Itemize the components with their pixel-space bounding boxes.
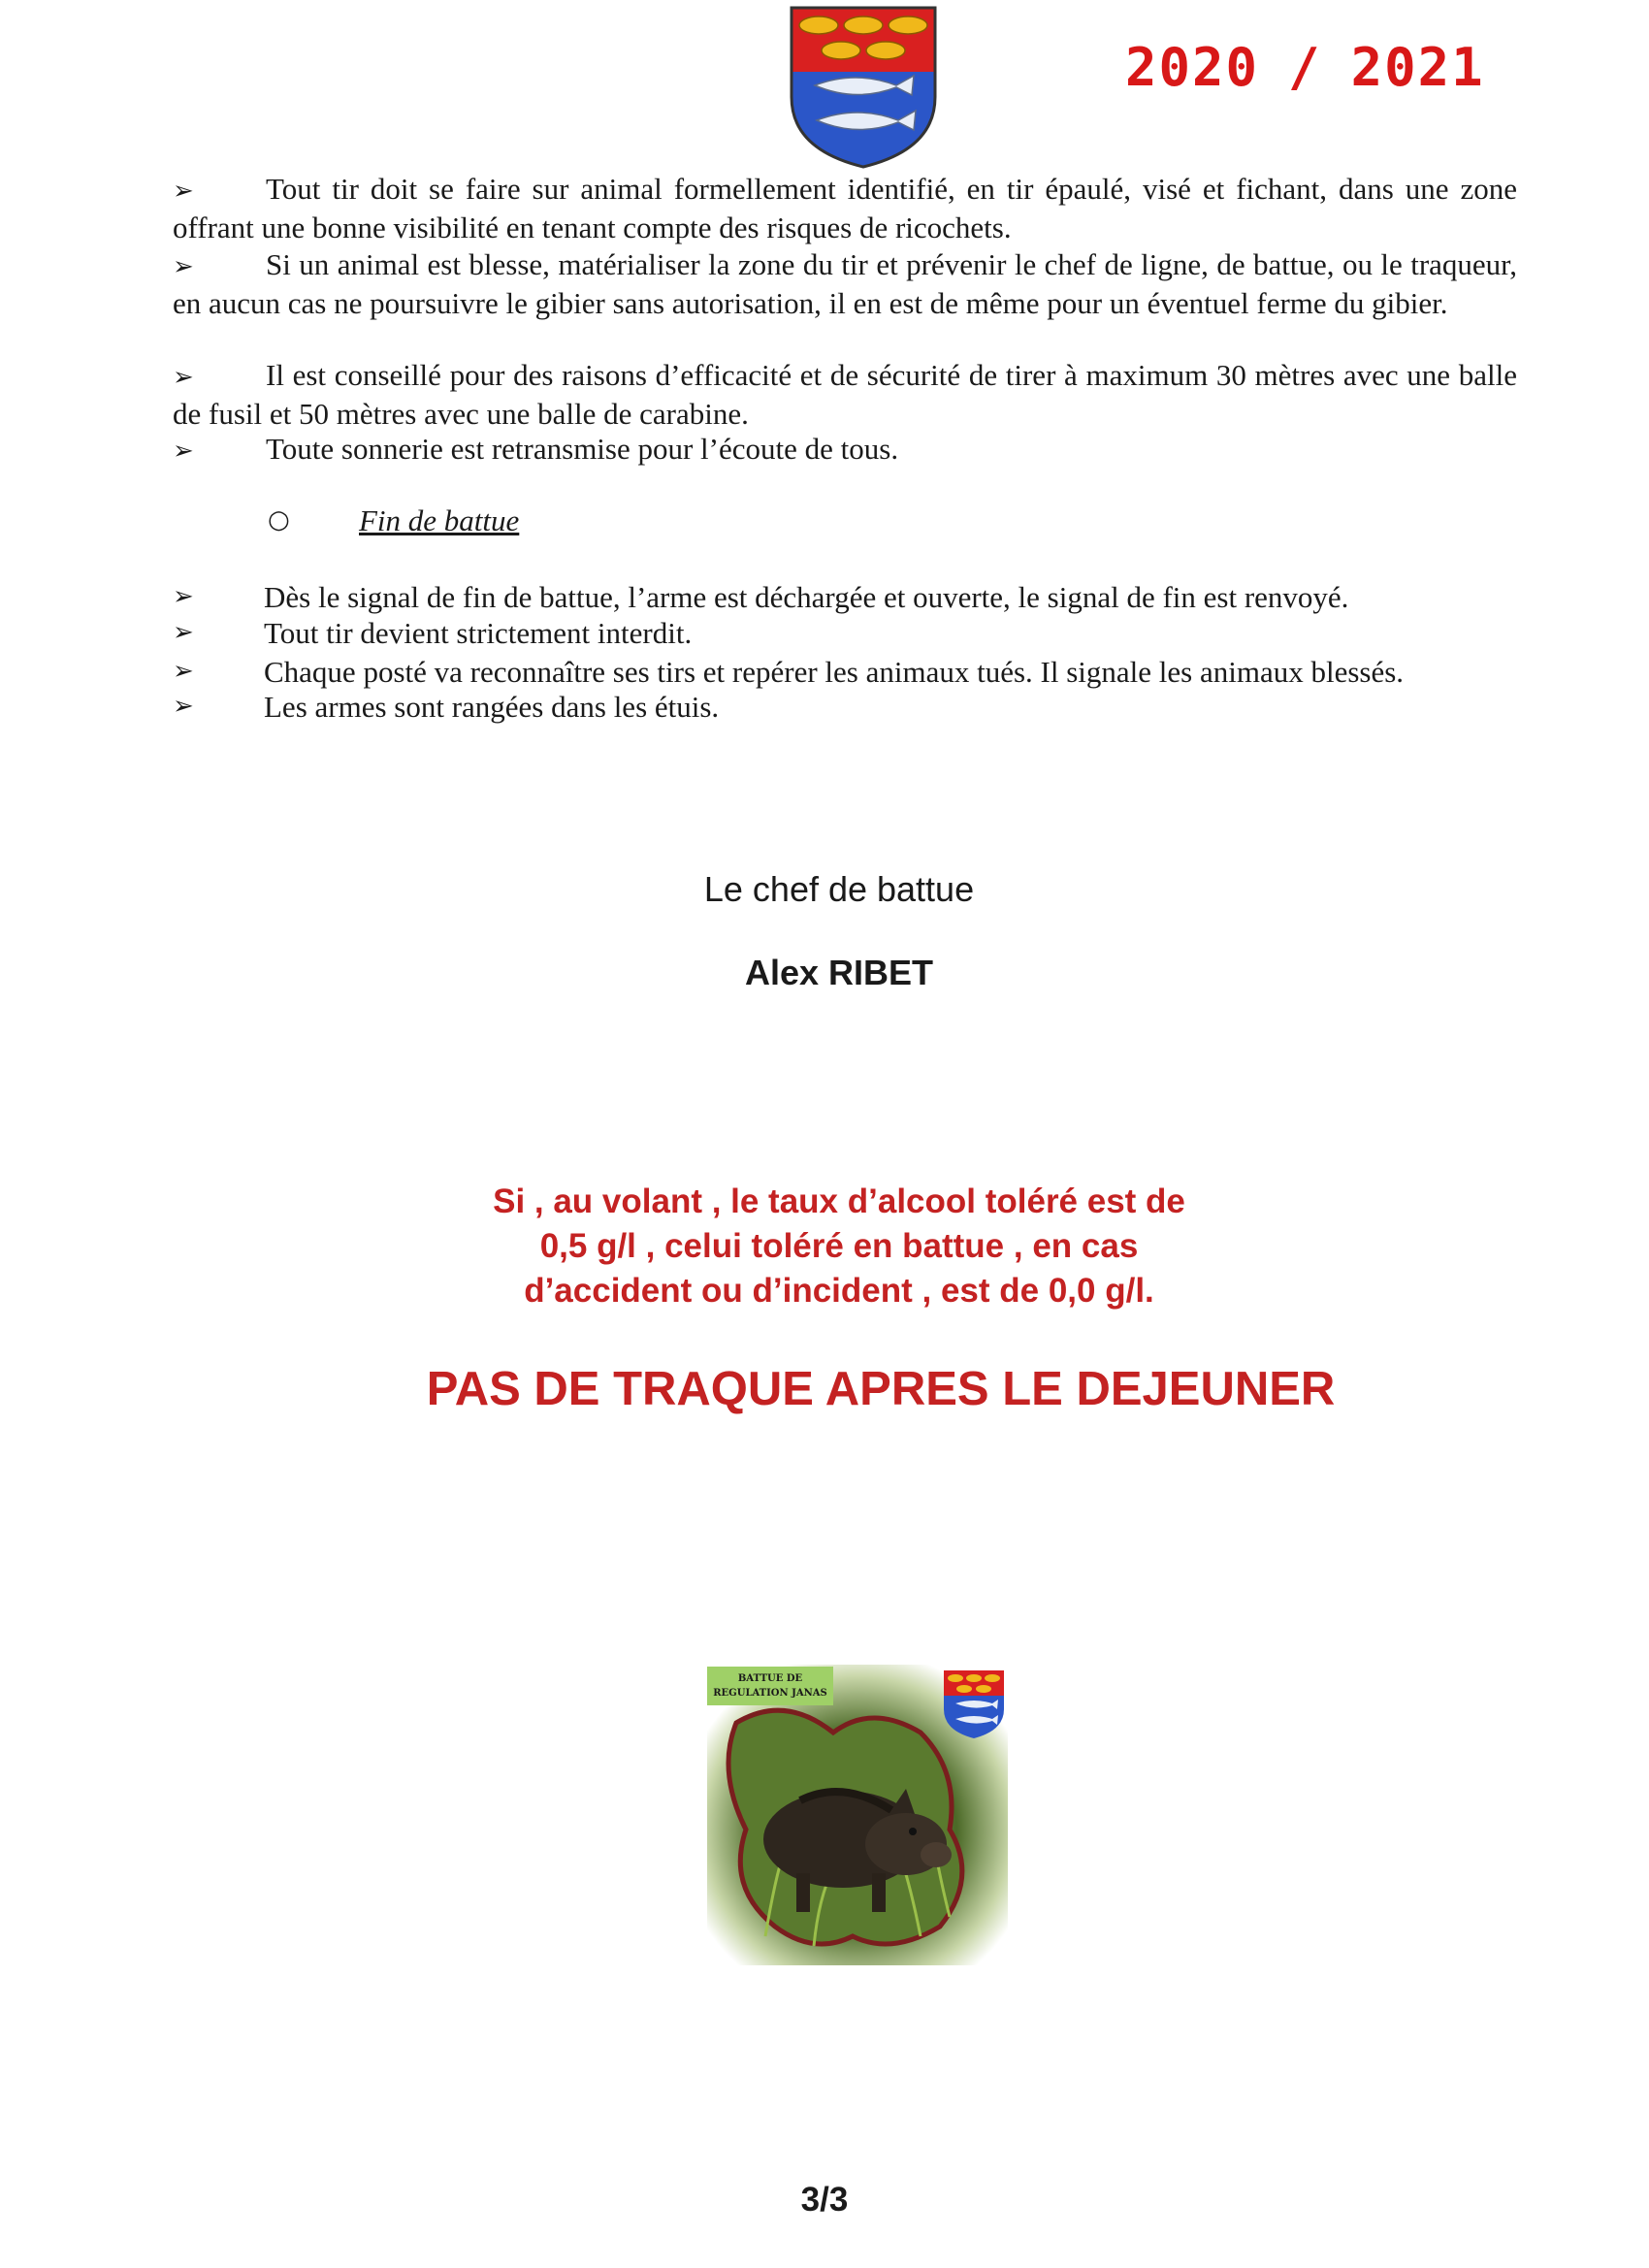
season-label: [1125, 37, 1485, 98]
arrow-bullet-icon: ➢: [173, 618, 194, 647]
season-end: 2021: [1350, 37, 1485, 98]
list-item-text: Chaque posté va reconnaître ses tirs et repérer les animaux tués. Il signale les animaux blessés.: [264, 655, 1405, 689]
page-number: 3/3: [800, 2181, 849, 2219]
no-hunt-after-lunch-banner: PAS DE TRAQUE APRES LE DEJEUNER: [426, 1363, 1336, 1415]
coat-of-arms-icon: [788, 4, 939, 171]
alcohol-warning: [0, 1180, 1649, 1313]
rule-text: Tout tir doit se faire sur animal formellement identifié, en tir épaulé, visé et fichant, dans une zone offrant une bonne visibilité en tenant compte des risques de ricochets.: [173, 172, 1517, 244]
rule-text: Il est conseillé pour des raisons d’efficacité et de sécurité de tirer à maximum 30 mètres avec une balle de fusil et 50 mètres avec une balle de carabine.: [173, 358, 1517, 431]
season-separator: /: [1288, 37, 1322, 98]
arrow-bullet-icon: ➢: [173, 252, 194, 281]
circle-bullet-icon: ○: [268, 505, 290, 535]
season-start: 2020: [1125, 37, 1260, 98]
signature-name: Alex RIBET: [744, 953, 934, 992]
rule-text: Toute sonnerie est retransmise pour l’écoute de tous.: [266, 432, 899, 466]
list-item-text: Dès le signal de fin de battue, l’arme est déchargée et ouverte, le signal de fin est renvoyé.: [264, 580, 1349, 614]
warning-line: 0,5 g/l , celui toléré en battue , en cas: [539, 1227, 1139, 1265]
arrow-bullet-icon: ➢: [173, 363, 194, 392]
warning-line: Si , au volant , le taux d’alcool toléré est de: [493, 1183, 1185, 1220]
arrow-bullet-icon: ➢: [173, 437, 194, 466]
rule-text: Si un animal est blesse, matérialiser la zone du tir et prévenir le chef de ligne, de battue, ou le traqueur, en aucun cas ne poursuivre le gibier sans autorisation, il en est de même pour un éventuel ferme du gibier.: [173, 247, 1517, 320]
warning-line: d’accident ou d’incident , est de 0,0 g/l.: [524, 1272, 1154, 1310]
rule-paragraph: [173, 431, 1517, 470]
arrow-bullet-icon: ➢: [173, 657, 194, 686]
arrow-bullet-icon: ➢: [173, 692, 194, 721]
arrow-bullet-icon: ➢: [173, 582, 194, 611]
list-item-text: Tout tir devient strictement interdit.: [264, 616, 693, 650]
emblem-label-line2: REGULATION JANAS: [713, 1688, 827, 1699]
arrow-bullet-icon: ➢: [173, 177, 194, 206]
wild-boar-emblem-icon: [707, 1665, 1008, 1965]
section-heading-title: Fin de battue: [359, 503, 520, 537]
signature-role: Le chef de battue: [703, 869, 975, 909]
list-item-text: Les armes sont rangées dans les étuis.: [264, 690, 720, 724]
rule-paragraph: [173, 357, 1517, 432]
rule-paragraph: [173, 171, 1517, 245]
emblem-label-line1: BATTUE DE: [737, 1673, 803, 1684]
rule-paragraph: [173, 246, 1517, 321]
